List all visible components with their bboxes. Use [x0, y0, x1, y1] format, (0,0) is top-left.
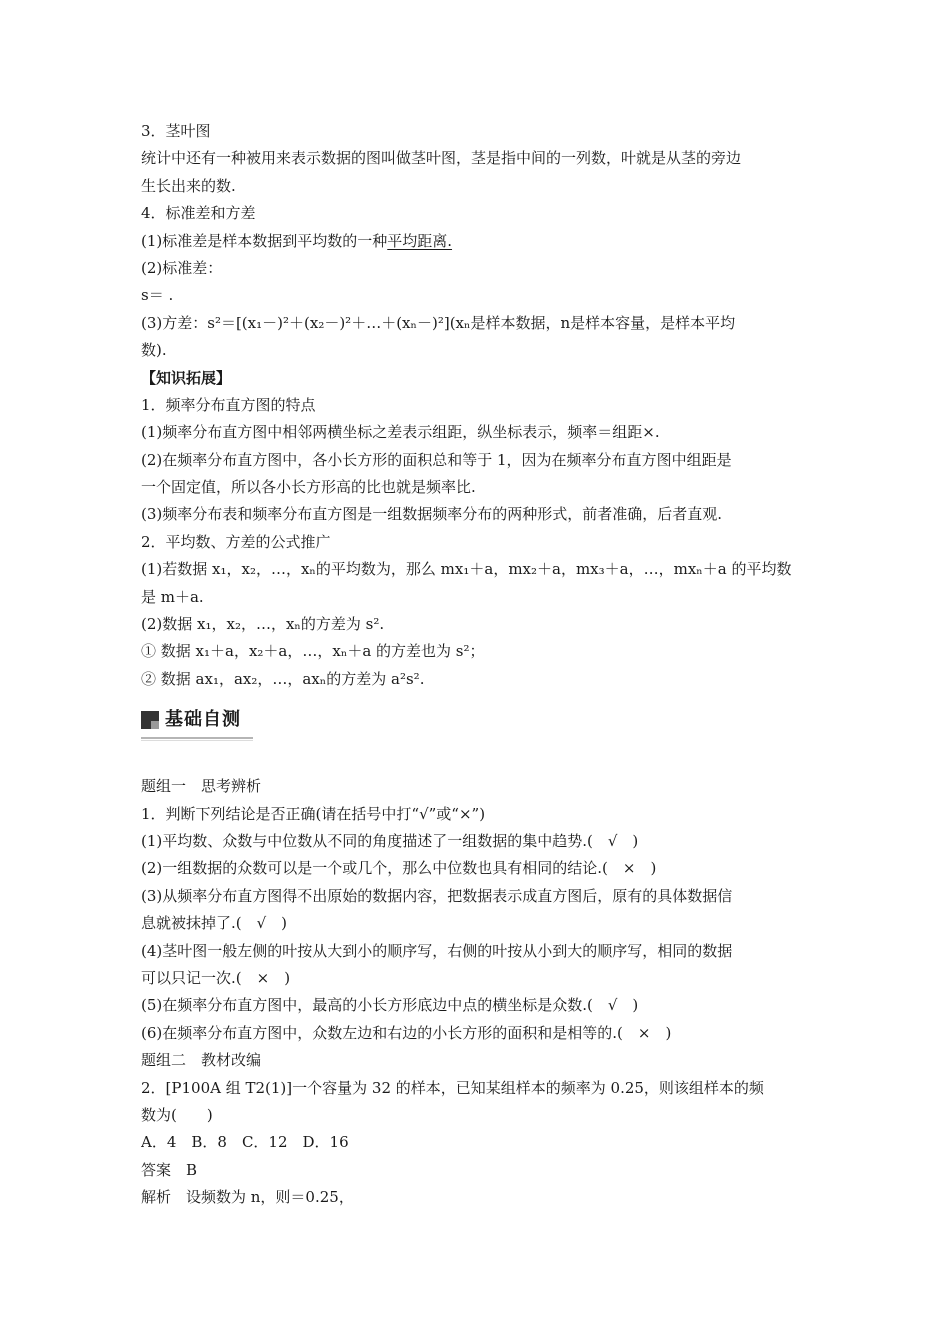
formula-line: (3)方差：s²＝[(x₁－)²＋(x₂－)²＋…＋(xₙ－)²](xₙ是样本数据，n是样本容量，是样本平均 [141, 313, 736, 332]
heading-knowledge-extension: 【知识拓展】 [141, 368, 232, 387]
section-square-icon [141, 711, 159, 729]
text-line: 生长出来的数. [141, 176, 236, 195]
answer-line: 答案 B [141, 1160, 198, 1179]
statement-5: (5)在频率分布直方图中，最高的小长方形底边中点的横坐标是众数.( √ ) [141, 996, 639, 1015]
question-1: 1．判断下列结论是否正确(请在括号中打“√”或“×”) [141, 804, 486, 823]
section-underline-light [141, 740, 253, 741]
self-test-lines [141, 773, 813, 1211]
section-header [141, 699, 813, 745]
question-2: 2．[P100A 组 T2(1)]一个容量为 32 的样本，已知某组样本的频率为 0.25，则该组样本的频 [141, 1078, 764, 1097]
text-line: ② 数据 ax₁，ax₂，…，axₙ的方差为 a²s². [141, 669, 425, 688]
explanation-line: 解析 设频数为 n，则＝0.25， [141, 1188, 354, 1207]
group-heading: 题组一 思考辨析 [141, 777, 262, 796]
statement-1: (1)平均数、众数与中位数从不同的角度描述了一组数据的集中趋势.( √ ) [141, 831, 639, 850]
text-line [141, 228, 813, 255]
document-body [141, 118, 813, 1211]
text-line: (1)若数据 x₁，x₂，…，xₙ的平均数为，那么 mx₁＋a，mx₂＋a，mx₃＋a，…，mxₙ＋a 的平均数 [141, 560, 792, 579]
text-line: (1)频率分布直方图中相邻两横坐标之差表示组距，纵坐标表示，频率＝组距×. [141, 423, 660, 442]
text-line: ① 数据 x₁＋a，x₂＋a，…，xₙ＋a 的方差也为 s²； [141, 642, 485, 661]
statement-4: (4)茎叶图一般左侧的叶按从大到小的顺序写，右侧的叶按从小到大的顺序写，相同的数据 [141, 941, 733, 960]
text-line: 一个固定值，所以各小长方形高的比也就是频率比. [141, 478, 476, 497]
text-line: (3)频率分布表和频率分布直方图是一组数据频率分布的两种形式，前者准确，后者直观. [141, 505, 723, 524]
text-line: (2)在频率分布直方图中，各小长方形的面积总和等于 1，因为在频率分布直方图中组距是 [141, 450, 732, 469]
spacer [141, 759, 813, 773]
heading-formula-generalization: 2．平均数、方差的公式推广 [141, 532, 331, 551]
text-line: 统计中还有一种被用来表示数据的图叫做茎叶图，茎是指中间的一列数，叶就是从茎的旁边 [141, 149, 742, 168]
section-underline [141, 737, 253, 739]
statement-3: (3)从频率分布直方图得不出原始的数据内容，把数据表示成直方图后，原有的具体数据信 [141, 886, 733, 905]
formula-line: s＝ . [141, 286, 174, 305]
text-line: (2)数据 x₁，x₂，…，xₙ的方差为 s². [141, 615, 385, 634]
text-line: 数). [141, 341, 167, 360]
knowledge-lines [141, 118, 813, 693]
group-heading: 题组二 教材改编 [141, 1051, 262, 1070]
statement-3-cont: 息就被抹掉了.( √ ) [141, 914, 288, 933]
question-2-cont: 数为( ) [141, 1105, 213, 1124]
section-title: 基础自测 [165, 709, 241, 731]
heading-std-variance: 4．标准差和方差 [141, 204, 256, 223]
statement-4-cont: 可以只记一次.( × ) [141, 968, 291, 987]
text-span: (1)标准差是样本数据到平均数的一种 [141, 231, 388, 250]
underlined-term: 平均距离. [387, 231, 453, 250]
heading-histogram-features: 1．频率分布直方图的特点 [141, 395, 316, 414]
heading-stem-leaf: 3．茎叶图 [141, 122, 211, 140]
statement-2: (2)一组数据的众数可以是一个或几个，那么中位数也具有相同的结论.( × ) [141, 859, 657, 878]
text-line: 是 m＋a. [141, 587, 204, 606]
answer-options: A．4 B．8 C．12 D．16 [141, 1133, 349, 1152]
statement-6: (6)在频率分布直方图中，众数左边和右边的小长方形的面积和是相等的.( × ) [141, 1023, 672, 1042]
text-line: (2)标准差： [141, 258, 223, 277]
